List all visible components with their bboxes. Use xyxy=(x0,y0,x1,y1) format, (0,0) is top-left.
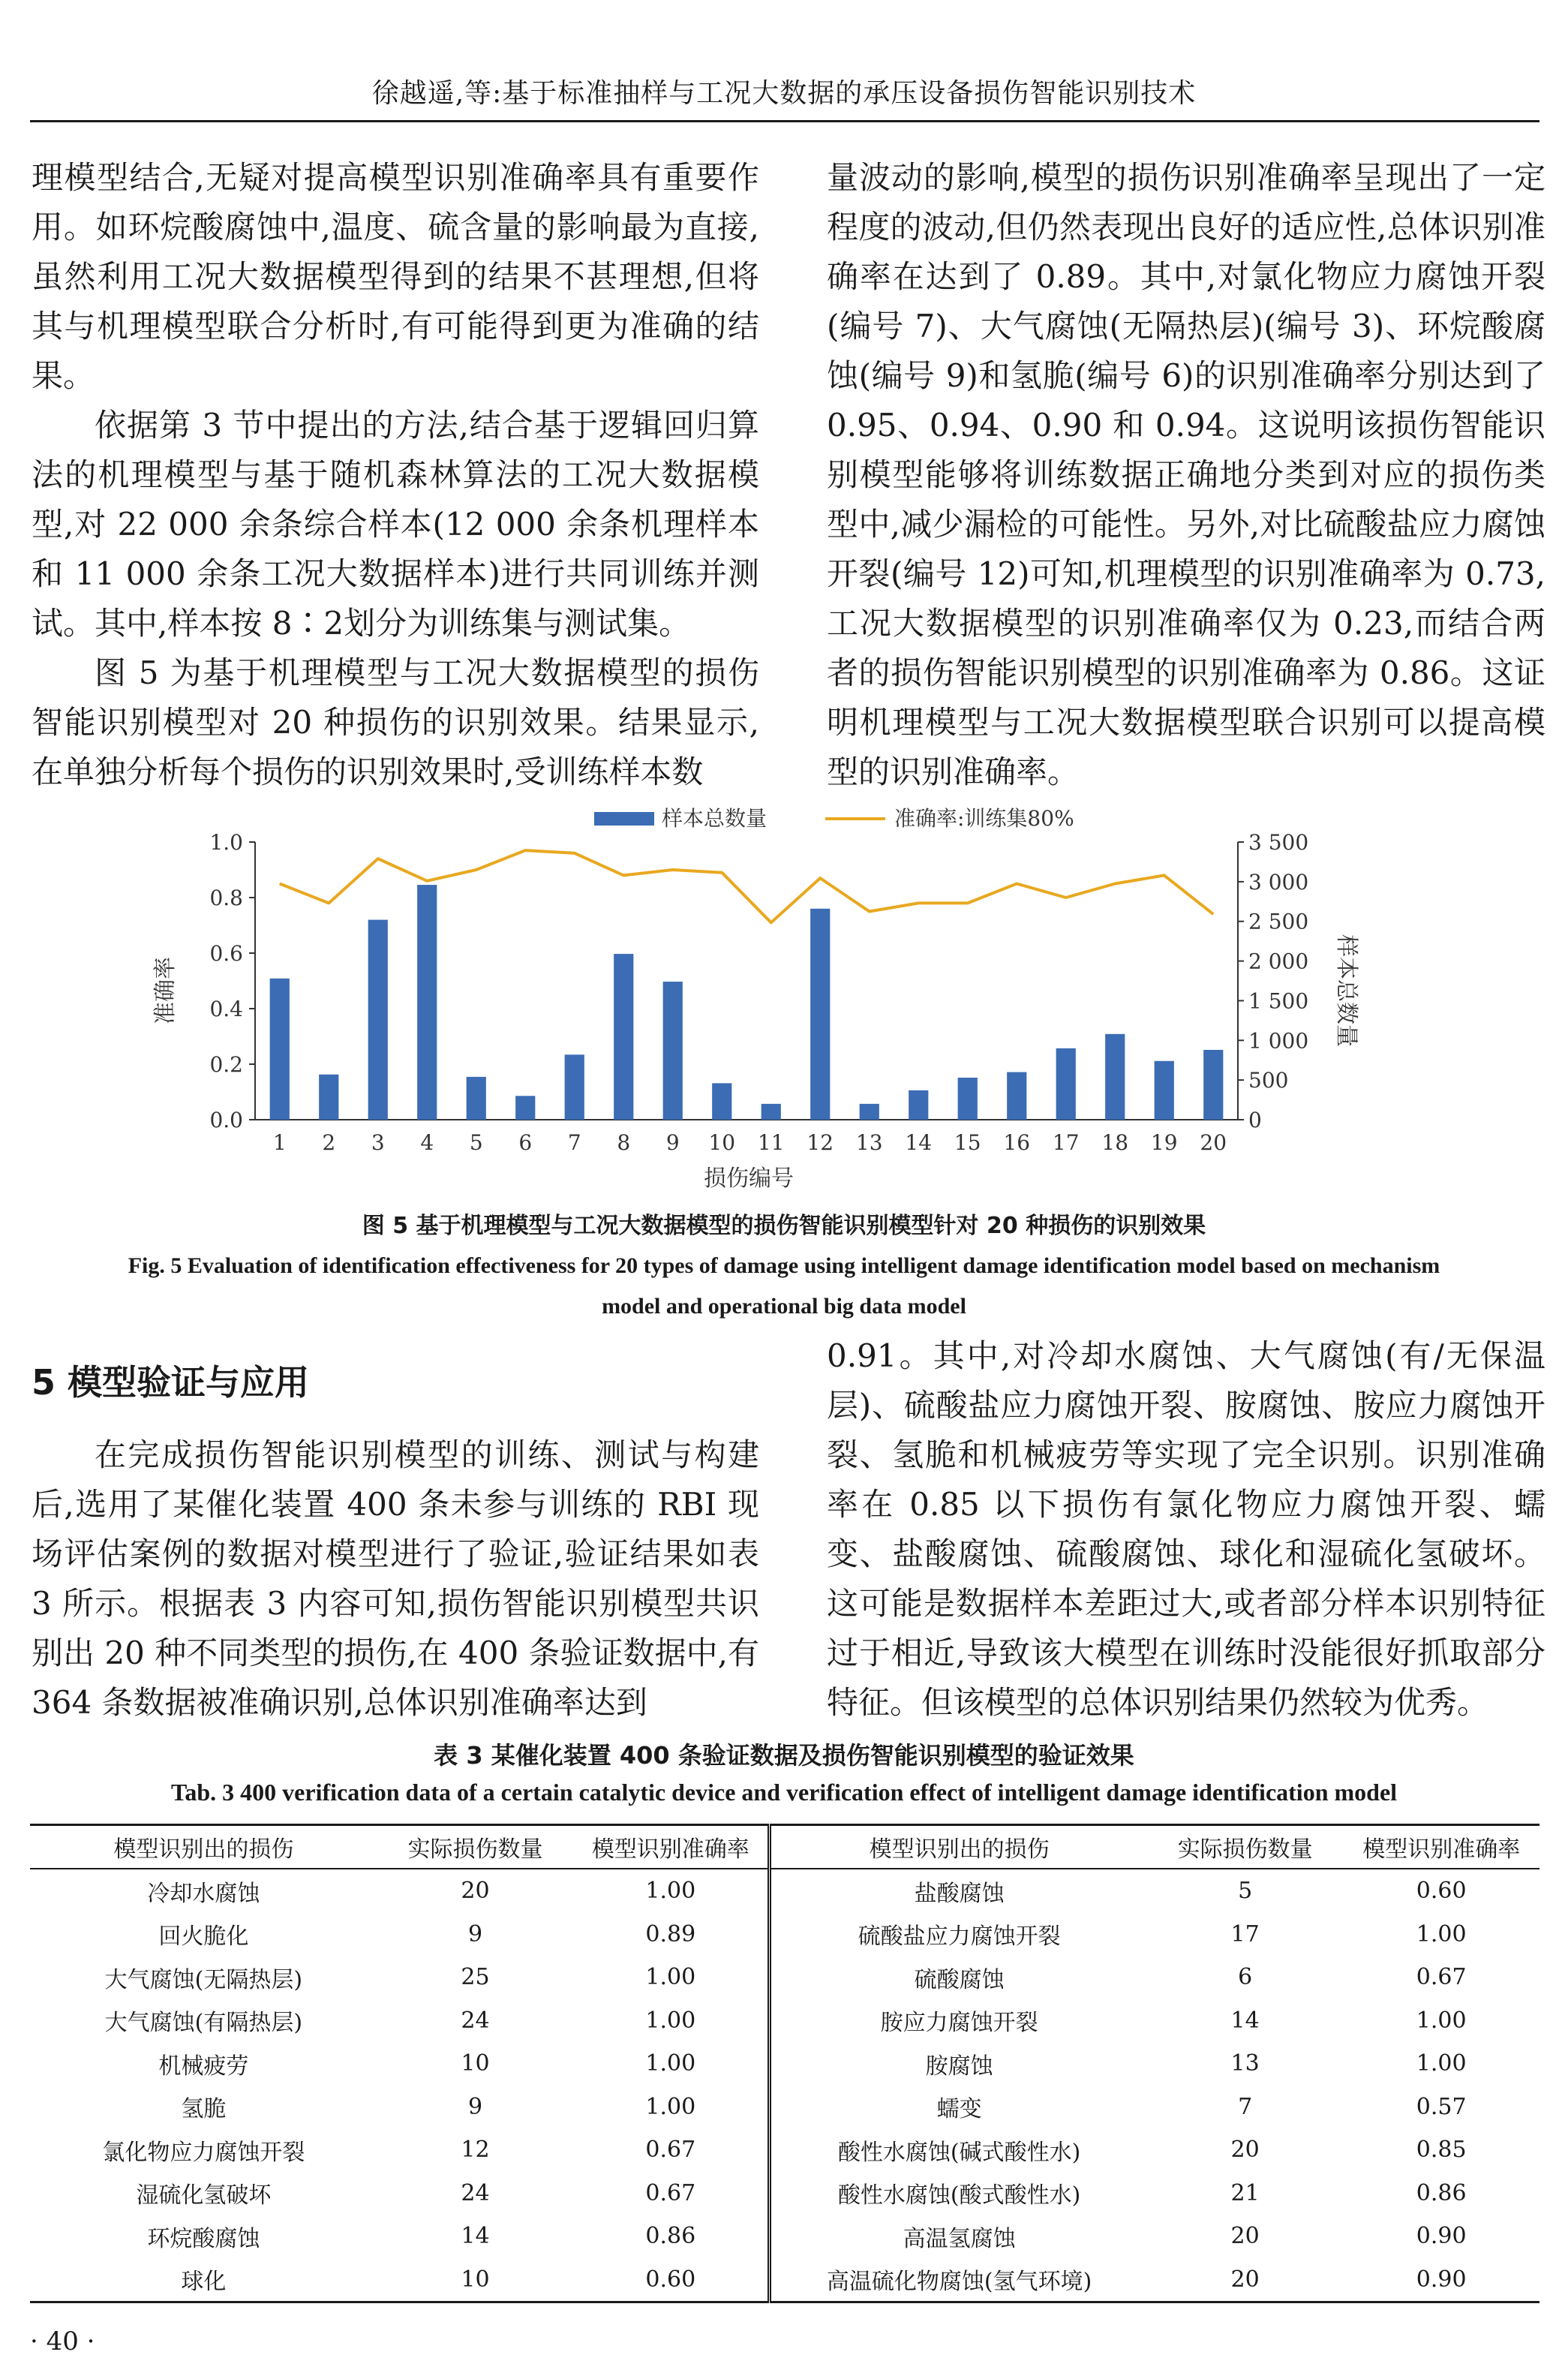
table-cell: 20 xyxy=(1147,2258,1344,2302)
table-cell: 0.67 xyxy=(645,2179,696,2206)
table-cell: 17 xyxy=(1230,1920,1260,1947)
y-axis-label: 准确率 xyxy=(152,957,179,1024)
bar-damage-3 xyxy=(368,920,388,1120)
figure-caption-en: Fig. 5 Evaluation of identification effectiveness for 20 types of damage using intelligent damage identification model based on mechanism model and operational big data model xyxy=(128,1253,1440,1319)
table-header-cell: 模型识别出的损伤 xyxy=(770,1825,1147,1869)
body-column-left-bottom xyxy=(32,1430,759,1728)
table-cell: 0.57 xyxy=(1416,2093,1467,2120)
table-cell: 25 xyxy=(461,1964,490,1991)
x-tick-label: 7 xyxy=(567,1130,581,1155)
x-tick-label: 6 xyxy=(518,1130,533,1155)
bar-damage-18 xyxy=(1105,1034,1125,1120)
table-cell: 9 xyxy=(467,2093,483,2120)
header-rule xyxy=(30,120,1539,122)
y2-axis-label: 样本总数量 xyxy=(1333,934,1359,1047)
body-column-right-bottom xyxy=(827,1331,1545,1728)
x-tick-label: 8 xyxy=(617,1130,631,1155)
y-tick-label: 1.0 xyxy=(209,830,243,855)
table-cell: 0.86 xyxy=(645,2223,696,2250)
table-cell: 6 xyxy=(1238,1964,1253,1991)
table-cell: 高温硫化物腐蚀(氢气环境) xyxy=(770,2258,1147,2302)
table-caption-en: Tab. 3 400 verification data of a certain catalytic device and verification effect of intelligent damage identification model xyxy=(170,1779,1398,1806)
section-heading: 5 模型验证与应用 xyxy=(32,1362,310,1403)
paragraph: 依据第 3 节中提出的方法,结合基于逻辑回归算法的机理模型与基于随机森林算法的工况大数据模型,对 22 000 余条综合样本(12 000 余条机理样本和 11 000 余条工况大数据样本)进行共同训练并测试。其中,样本按 8∶2划分为训练集与测试集。 xyxy=(32,407,759,642)
y2-tick-label: 1 500 xyxy=(1248,988,1309,1014)
table-cell: 1.00 xyxy=(645,2093,696,2120)
bar-damage-13 xyxy=(860,1104,879,1120)
x-tick-label: 1 xyxy=(272,1130,287,1155)
bar-damage-8 xyxy=(614,954,633,1120)
table-header-cell: 实际损伤数量 xyxy=(1147,1825,1344,1869)
table-cell: 0.85 xyxy=(1416,2137,1467,2164)
y2-tick-label: 3 000 xyxy=(1248,869,1309,895)
paragraph: 理模型结合,无疑对提高模型识别准确率具有重要作用。如环烷酸腐蚀中,温度、硫含量的影响最为直接,虽然利用工况大数据模型得到的结果不甚理想,但将其与机理模型联合分析时,有可能得到更为准确的结果。 xyxy=(32,159,759,394)
table-cell: 0.60 xyxy=(573,2258,770,2302)
table-row xyxy=(30,1956,1539,1999)
bar-damage-16 xyxy=(1007,1072,1026,1120)
table-cell: 硫酸盐应力腐蚀开裂 xyxy=(770,1913,1147,1956)
bar-damage-15 xyxy=(958,1078,978,1120)
x-tick-label: 5 xyxy=(469,1130,483,1155)
bar-damage-14 xyxy=(909,1090,928,1120)
table-cell: 14 xyxy=(1230,2007,1260,2034)
table-cell: 蠕变 xyxy=(770,2086,1147,2129)
table-row xyxy=(30,2128,1539,2172)
table-header-cell: 实际损伤数量 xyxy=(377,1825,574,1869)
table-cell: 12 xyxy=(461,2137,490,2164)
table-cell: 大气腐蚀(有隔热层) xyxy=(104,2010,303,2037)
table-cell: 21 xyxy=(1230,2179,1260,2206)
x-tick-label: 14 xyxy=(905,1130,933,1155)
x-tick-label: 4 xyxy=(420,1130,434,1155)
legend-label-bar: 样本总数量 xyxy=(662,806,767,831)
table-header-cell: 模型识别准确率 xyxy=(1343,1825,1539,1869)
table-cell: 回火脆化 xyxy=(158,1923,249,1950)
chart-bars xyxy=(270,885,1224,1120)
x-axis-label: 损伤编号 xyxy=(704,1165,794,1192)
table-cell: 酸性水腐蚀(酸式酸性水) xyxy=(770,2172,1147,2215)
table-cell: 球化 xyxy=(30,2258,377,2302)
paragraph: 在完成损伤智能识别模型的训练、测试与构建后,选用了某催化装置 400 条未参与训练的 RBI 现场评估案例的数据对模型进行了验证,验证结果如表 3 所示。根据表 3 内容可知,损伤智能识别模型共识别出 20 种不同类型的损伤,在 400 条验证数据中,有 364 条数据被准确识别,总体识别准确率达到 xyxy=(32,1436,759,1721)
table-cell: 湿硫化氢破坏 xyxy=(136,2182,272,2209)
table-cell: 0.67 xyxy=(645,2137,696,2164)
table-cell: 酸性水腐蚀(碱式酸性水) xyxy=(770,2128,1147,2172)
table-caption-cn: 表 3 某催化装置 400 条验证数据及损伤智能识别模型的验证效果 xyxy=(434,1741,1134,1770)
x-tick-label: 2 xyxy=(322,1130,336,1155)
bar-damage-2 xyxy=(319,1075,338,1120)
table-cell: 1.00 xyxy=(645,1878,696,1905)
table-header-cell: 模型识别出的损伤 xyxy=(30,1825,377,1869)
bar-damage-12 xyxy=(810,909,830,1120)
table-cell: 24 xyxy=(461,2179,490,2206)
table-cell: 14 xyxy=(461,2223,490,2250)
y2-tick-label: 2 500 xyxy=(1248,909,1309,934)
table-cell: 24 xyxy=(461,2007,490,2034)
x-tick-label: 10 xyxy=(708,1130,736,1155)
bar-damage-7 xyxy=(565,1054,584,1120)
x-tick-label: 11 xyxy=(757,1130,785,1155)
table-cell: 9 xyxy=(467,1920,483,1947)
table-row xyxy=(30,2042,1539,2086)
body-column-right-top xyxy=(827,153,1545,797)
table-cell: 20 xyxy=(1230,2137,1260,2164)
table-row xyxy=(30,2172,1539,2215)
table-cell: 大气腐蚀(无隔热层) xyxy=(104,1966,303,1993)
table-cell: 高温氢腐蚀 xyxy=(770,2215,1147,2258)
table-cell: 1.00 xyxy=(1416,1920,1467,1947)
table-cell: 1.00 xyxy=(1416,2007,1467,2034)
x-tick-label: 18 xyxy=(1101,1130,1129,1155)
x-tick-label: 19 xyxy=(1150,1130,1178,1155)
table-cell: 0.89 xyxy=(645,1920,696,1947)
table-cell: 1.00 xyxy=(645,1964,696,1991)
bar-damage-11 xyxy=(761,1104,781,1120)
table-cell: 10 xyxy=(461,2050,490,2077)
page-number: · 40 · xyxy=(30,2326,95,2356)
table-cell: 1.00 xyxy=(645,2050,696,2077)
table-cell: 0.86 xyxy=(1416,2179,1467,2206)
table-row xyxy=(30,1869,1539,1913)
y-tick-label: 0.0 xyxy=(209,1108,243,1132)
body-column-left-top xyxy=(32,153,759,797)
bar-damage-1 xyxy=(270,979,290,1120)
table-cell: 环烷酸腐蚀 xyxy=(147,2225,260,2252)
x-tick-label: 3 xyxy=(371,1130,385,1155)
table-cell: 盐酸腐蚀 xyxy=(770,1869,1147,1913)
table-cell: 5 xyxy=(1238,1878,1253,1905)
x-tick-label: 9 xyxy=(665,1130,680,1155)
table-cell: 冷却水腐蚀 xyxy=(147,1880,260,1907)
chart-legend xyxy=(594,806,1074,831)
paragraph: 0.91。其中,对冷却水腐蚀、大气腐蚀(有/无保温层)、硫酸盐应力腐蚀开裂、胺腐蚀、胺应力腐蚀开裂、氢脆和机械疲劳等实现了完全识别。识别准确率在 0.85 以下损伤有氯化物应力腐蚀开裂、蠕变、盐酸腐蚀、硫酸腐蚀、球化和湿硫化氢破坏。这可能是数据样本差距过大,或者部分样本识别特征过于相近,导致该大模型在训练时没能很好抓取部分特征。但该模型的总体识别结果仍然较为优秀。 xyxy=(827,1337,1545,1721)
table-cell: 20 xyxy=(1230,2223,1260,2250)
table-cell: 1.00 xyxy=(645,2007,696,2034)
table-row xyxy=(30,1999,1539,2043)
x-tick-label: 12 xyxy=(807,1130,834,1155)
table-cell: 0.90 xyxy=(1343,2258,1539,2302)
y-tick-label: 0.6 xyxy=(209,941,243,966)
table-header-cell: 模型识别准确率 xyxy=(573,1825,770,1869)
table-cell: 1.00 xyxy=(1416,2050,1467,2077)
y2-tick-label: 3 500 xyxy=(1248,830,1309,855)
y2-tick-label: 500 xyxy=(1248,1068,1289,1093)
table-cell: 0.90 xyxy=(1416,2223,1467,2250)
table-row xyxy=(30,2258,1539,2302)
table-cell: 13 xyxy=(1230,2050,1260,2077)
x-tick-label: 13 xyxy=(855,1130,883,1155)
paragraph: 图 5 为基于机理模型与工况大数据模型的损伤智能识别模型对 20 种损伤的识别效果。结果显示,在单独分析每个损伤的识别效果时,受训练样本数 xyxy=(32,654,759,790)
table-cell: 20 xyxy=(461,1878,490,1905)
bar-damage-20 xyxy=(1203,1050,1223,1120)
legend-label-line: 准确率:训练集80% xyxy=(894,806,1074,831)
y2-tick-label: 0 xyxy=(1248,1108,1262,1132)
table-cell: 硫酸腐蚀 xyxy=(770,1956,1147,1999)
table-cell: 7 xyxy=(1238,2093,1253,2120)
legend-swatch-bar xyxy=(594,812,654,826)
x-tick-label: 17 xyxy=(1052,1130,1080,1155)
table-row xyxy=(30,1913,1539,1956)
table-row xyxy=(30,2086,1539,2129)
table-row xyxy=(30,2215,1539,2258)
table-cell: 0.67 xyxy=(1416,1964,1467,1991)
table-3 xyxy=(30,1824,1539,2303)
bar-damage-6 xyxy=(515,1096,535,1120)
bar-damage-9 xyxy=(663,982,683,1120)
bar-damage-10 xyxy=(712,1083,731,1120)
x-tick-label: 15 xyxy=(954,1130,981,1155)
x-tick-label: 16 xyxy=(1003,1130,1031,1155)
y2-tick-label: 1 000 xyxy=(1248,1028,1309,1054)
table-cell: 机械疲劳 xyxy=(158,2053,249,2080)
table-cell: 0.60 xyxy=(1416,1878,1467,1905)
y2-tick-label: 2 000 xyxy=(1248,949,1309,974)
running-header-title: 徐越遥,等:基于标准抽样与工况大数据的承压设备损伤智能识别技术 xyxy=(371,78,1197,109)
y-tick-label: 0.2 xyxy=(209,1052,243,1077)
figure-5-chart xyxy=(135,803,1410,1193)
table-cell: 氯化物应力腐蚀开裂 xyxy=(102,2139,305,2166)
x-tick-label: 20 xyxy=(1200,1130,1227,1155)
table-cell: 胺腐蚀 xyxy=(770,2042,1147,2086)
bar-damage-5 xyxy=(467,1077,486,1120)
paragraph: 量波动的影响,模型的损伤识别准确率呈现出了一定程度的波动,但仍然表现出良好的适应性,总体识别准确率在达到了 0.89。其中,对氯化物应力腐蚀开裂(编号 7)、大气腐蚀(无隔热层)(编号 3)、环烷酸腐蚀(编号 9)和氢脆(编号 6)的识别准确率分别达到了 0.95、0.94、0.90 和 0.94。这说明该损伤智能识别模型能够将训练数据正确地分类到对应的损伤类型中,减少漏检的可能性。另外,对比硫酸盐应力腐蚀开裂(编号 12)可知,机理模型的识别准确率为 0.73,工况大数据模型的识别准确率仅为 0.23,而结合两者的损伤智能识别模型的识别准确率为 0.86。这证明机理模型与工况大数据模型联合识别可以提高模型的识别准确率。 xyxy=(827,159,1545,790)
table-cell: 氢脆 xyxy=(181,2096,227,2123)
bar-damage-19 xyxy=(1155,1061,1174,1120)
bar-damage-17 xyxy=(1056,1048,1076,1120)
table-cell: 胺应力腐蚀开裂 xyxy=(770,1999,1147,2043)
figure-caption-cn: 图 5 基于机理模型与工况大数据模型的损伤智能识别模型针对 20 种损伤的识别效果 xyxy=(362,1213,1206,1239)
y-tick-label: 0.4 xyxy=(209,997,243,1021)
bar-damage-4 xyxy=(417,885,437,1120)
table-cell: 10 xyxy=(377,2258,574,2302)
y-tick-label: 0.8 xyxy=(209,886,243,910)
